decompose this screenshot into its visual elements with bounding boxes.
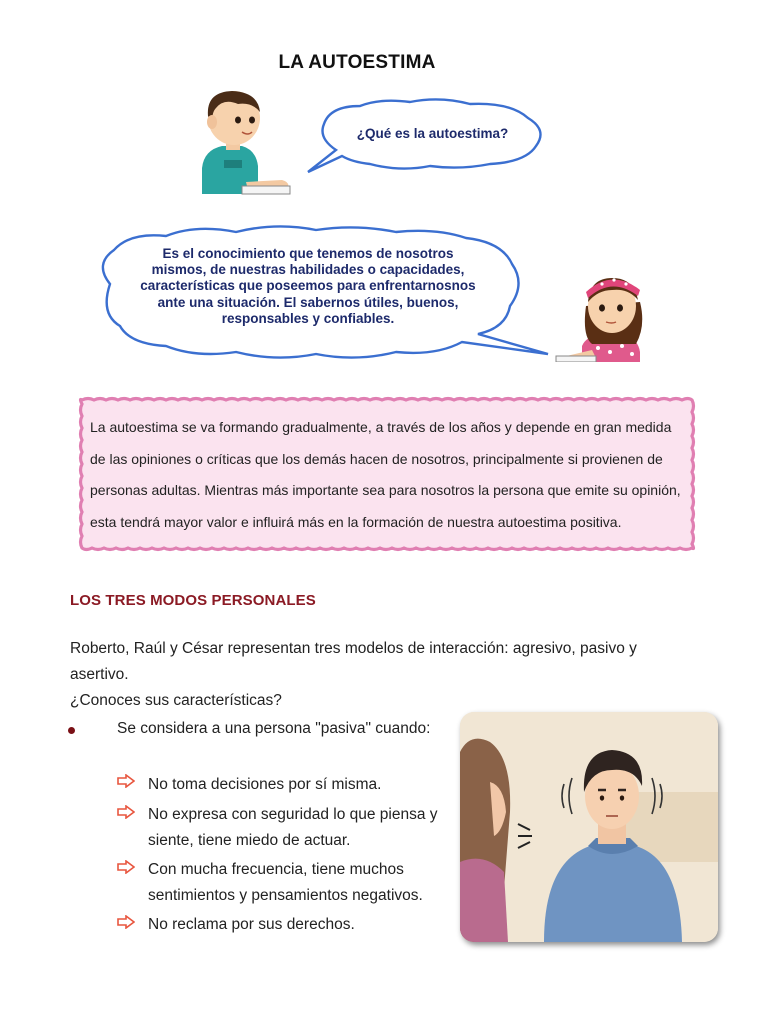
section-heading: LOS TRES MODOS PERSONALES	[70, 592, 316, 609]
bullet-text: Se considera a una persona "pasiva" cuando:	[117, 720, 431, 737]
intro-line: Roberto, Raúl y César representan tres modelos de interacción: agresivo, pasivo y asertivo.	[70, 640, 637, 683]
answer-line: mismos, de nuestras habilidades o capacidades,	[151, 262, 465, 278]
arrow-right-icon	[117, 774, 135, 788]
girl-illustration	[552, 266, 662, 362]
info-line: personas adultas. Mientras más importante sea para nosotros la persona que emite su opinión,	[90, 482, 681, 498]
passive-person-illustration	[460, 712, 718, 942]
info-line: de las opiniones o críticas que los demás hacen de nosotros, principalmente si provienen de	[90, 450, 663, 467]
bullet-dot-icon	[68, 727, 75, 734]
boy-illustration	[186, 86, 296, 198]
intro-line: ¿Conoces sus características?	[70, 692, 282, 709]
list-item-line: siente, tiene miedo de actuar.	[148, 832, 351, 849]
list-item	[148, 772, 438, 798]
list-item	[148, 802, 438, 854]
list-item-line: Con mucha frecuencia, tiene muchos	[148, 861, 404, 878]
answer-line: ante una situación. El sabernos útiles, buenos,	[157, 294, 459, 310]
arrow-right-icon	[117, 860, 135, 874]
intro-paragraph	[70, 636, 690, 714]
list-item	[148, 857, 438, 909]
illustration-frame	[460, 712, 718, 942]
info-box-text	[90, 412, 690, 538]
page-title: LA AUTOESTIMA	[278, 52, 436, 73]
list-item-line: No reclama por sus derechos.	[148, 916, 355, 933]
answer-line: Es el conocimiento que tenemos de nosotros	[162, 246, 454, 261]
info-line: La autoestima se va formando gradualmente, a través de los años y depende en gran medida	[90, 419, 672, 435]
answer-text	[118, 246, 498, 327]
list-item-line: sentimientos y pensamientos negativos.	[148, 887, 423, 904]
list-item-line: No toma decisiones por sí misma.	[148, 776, 382, 793]
info-line: esta tendrá mayor valor e influirá más en la formación de nuestra autoestima positiva.	[90, 513, 622, 530]
list-item	[148, 912, 438, 938]
answer-line: características que poseemos para enfrentarnosnos	[140, 278, 476, 294]
arrow-right-icon	[117, 805, 135, 819]
answer-line: responsables y confiables.	[221, 310, 395, 326]
list-item-line: No expresa con seguridad lo que piensa y	[148, 806, 438, 823]
question-text: ¿Qué es la autoestima?	[356, 126, 509, 141]
arrow-right-icon	[117, 915, 135, 929]
